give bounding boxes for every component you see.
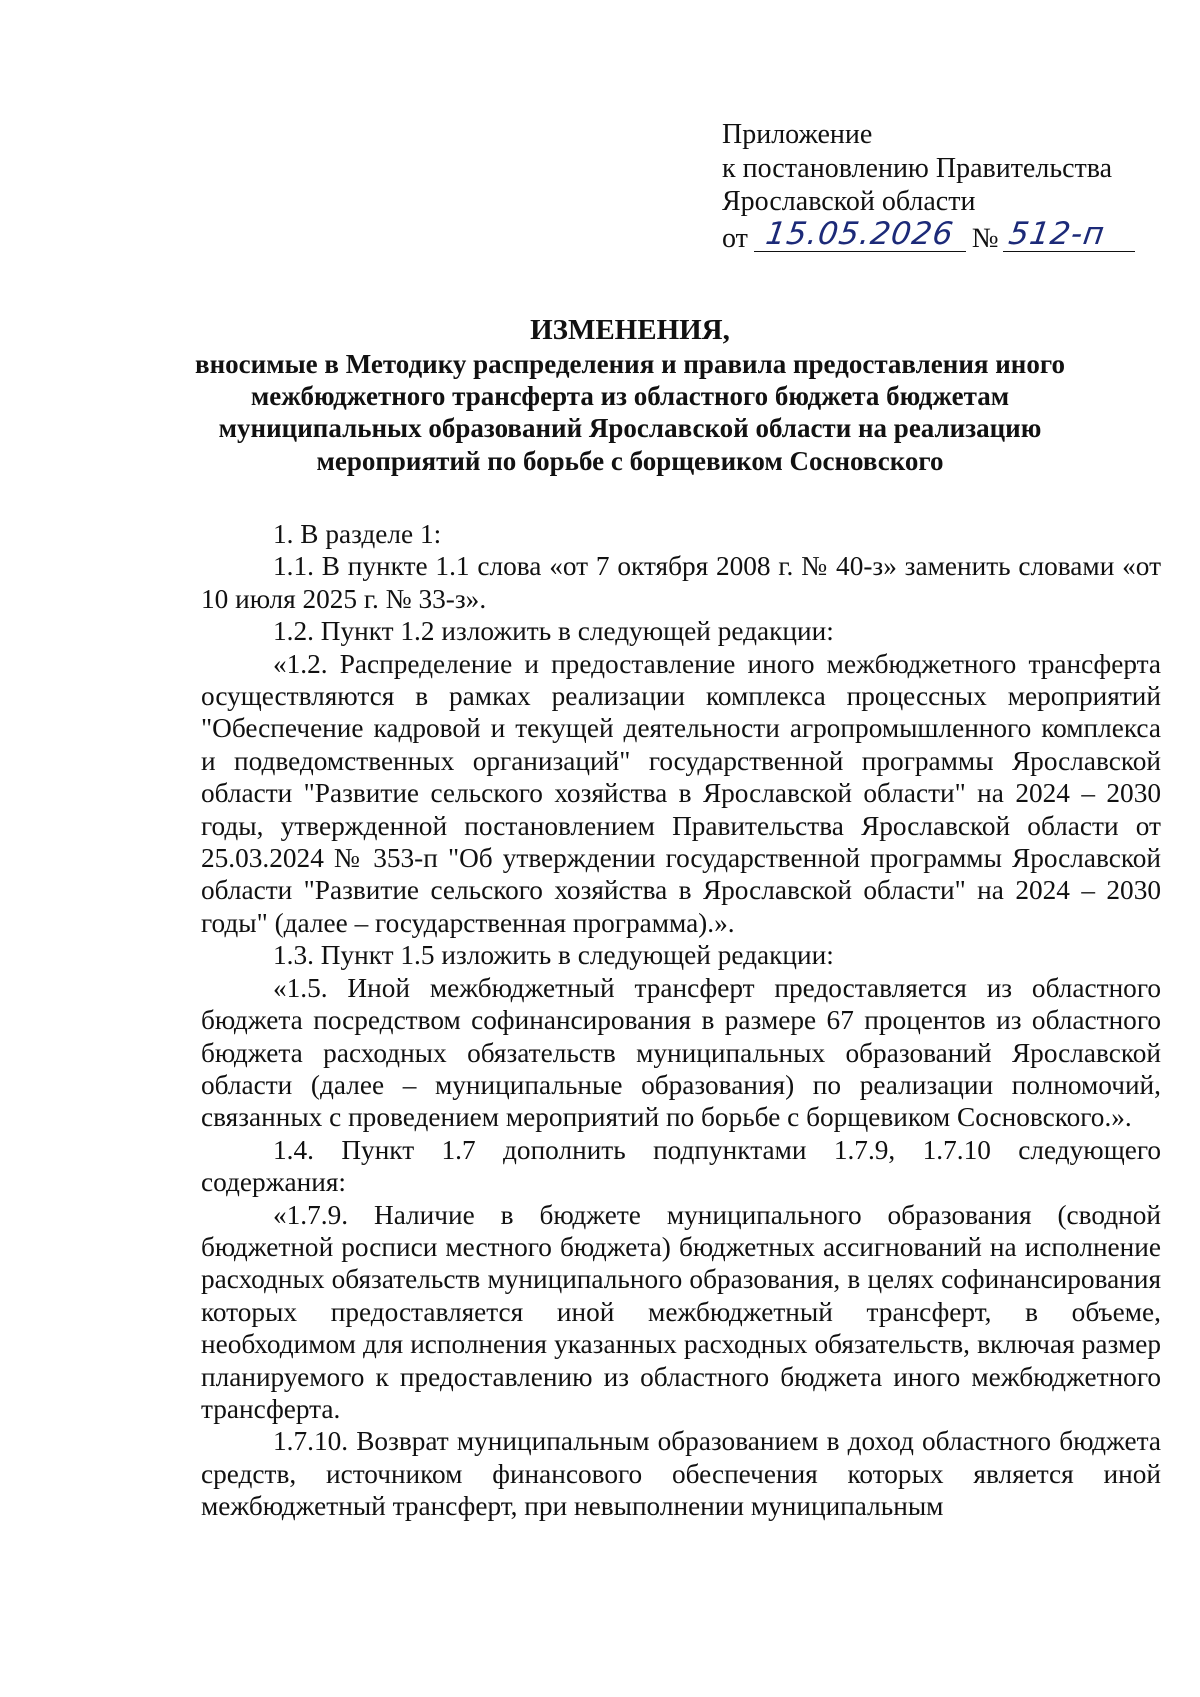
handwritten-date: 15.05.2026 — [763, 215, 957, 252]
document-title: ИЗМЕНЕНИЯ, — [530, 314, 730, 346]
approval-region: Ярославской области — [722, 186, 976, 217]
document-heading — [190, 313, 1070, 477]
approval-date-number-line — [722, 215, 1162, 256]
paragraph: «1.2. Распределение и предоставление иного межбюджетного трансферта осуществляются в рамках реализации комплекса процессных мероприятий "Обеспечение кадровой и текущей деятельности агропромышленного комплекса и подведомственных организаций" государственной программы Ярославской области "Развитие сельского хозяйства в Ярославской области" на 2024 – 2030 годы, утвержденной постановлением Правительства Ярославской области от 25.03.2024 № 353-п "Об утверждении государственной программы Ярославской области "Развитие сельского хозяйства в Ярославской области" на 2024 – 2030 годы" (далее – государственная программа).». — [201, 648, 1161, 938]
paragraph: 1. В разделе 1: — [273, 519, 442, 549]
document-body — [201, 518, 1161, 1523]
paragraph: 1.2. Пункт 1.2 изложить в следующей редакции: — [273, 616, 834, 647]
approval-block — [722, 118, 1162, 256]
number-prefix: № — [971, 223, 999, 254]
paragraph: «1.5. Иной межбюджетный трансферт предоставляется из областного бюджета посредством софинансирования в размере 67 процентов из областного бюджета расходных обязательств муниципальных образований Ярославской области (далее – муниципальные образования) по реализации полномочий, связанных с проведением мероприятий по борьбе с борщевиком Сосновского.». — [201, 972, 1161, 1133]
handwritten-date-field — [754, 215, 966, 252]
paragraph: 1.4. Пункт 1.7 дополнить подпунктами 1.7.9, 1.7.10 следующего содержания: — [201, 1134, 1161, 1198]
date-prefix: от — [722, 223, 748, 254]
approval-resolution-ref: к постановлению Правительства — [722, 152, 1113, 184]
paragraph: 1.1. В пункте 1.1 слова «от 7 октября 2008 г. № 40-з» заменить словами «от 10 июля 2025 г. № 33-з». — [201, 551, 1161, 614]
handwritten-number-field — [1003, 215, 1135, 252]
document-subtitle: вносимые в Методику распределения и правила предоставления иного межбюджетного трансферта из областного бюджета бюджетам муниципальных образований Ярославской области на реализацию мероприятий по борьбе с борщевиком Сосновского — [195, 349, 1065, 476]
paragraph: «1.7.9. Наличие в бюджете муниципального образования (сводной бюджетной росписи местного бюджета) бюджетных ассигнований на исполнение расходных обязательств муниципального образования, в целях софинансирования которых предоставляется иной межбюджетный трансферт, в объеме, необходимом для исполнения указанных расходных обязательств, включая размер планируемого к предоставлению из областного бюджета иного межбюджетного трансферта. — [201, 1199, 1161, 1424]
paragraph: 1.3. Пункт 1.5 изложить в следующей редакции: — [273, 940, 834, 971]
paragraph: 1.7.10. Возврат муниципальным образованием в доход областного бюджета средств, источником финансового обеспечения которых является иной межбюджетный трансферт, при невыполнении муниципальным — [201, 1426, 1161, 1522]
handwritten-number: 512-п — [1006, 215, 1107, 252]
approval-title: Приложение — [722, 119, 873, 150]
